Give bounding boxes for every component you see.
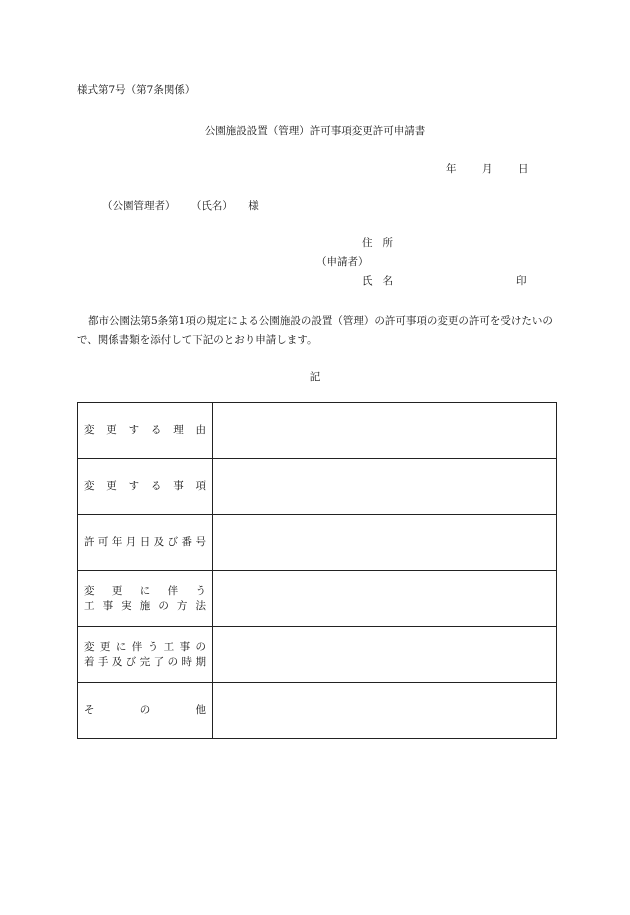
row-label bbox=[78, 403, 213, 459]
applicant-label: （申請者） bbox=[316, 256, 369, 268]
row-label-line: 許可年月日及び番号 bbox=[84, 536, 206, 548]
row-label bbox=[78, 571, 213, 627]
park-manager-label: （公園管理者） bbox=[102, 200, 176, 212]
table-row bbox=[78, 571, 557, 627]
addressee-line bbox=[102, 199, 271, 213]
document-title: 公園施設設置（管理）許可事項変更許可申請書 bbox=[204, 125, 426, 137]
ki-heading: 記 bbox=[309, 371, 321, 383]
row-label bbox=[78, 627, 213, 683]
table-row bbox=[78, 627, 557, 683]
row-label-line: 変更に伴う工事の bbox=[84, 640, 206, 653]
row-label-line: 着手及び完了の時期 bbox=[84, 655, 206, 668]
row-label-line: その他 bbox=[84, 704, 206, 716]
form-number: 様式第7号（第7条関係） bbox=[77, 84, 196, 96]
row-label-line: 変更に伴う bbox=[84, 584, 206, 597]
date-day-label: 日 bbox=[518, 163, 529, 175]
table-row bbox=[78, 459, 557, 515]
table-row bbox=[78, 515, 557, 571]
addressee-name-label: （氏名） bbox=[190, 200, 233, 212]
application-body-text: 都市公園法第5条第1項の規定による公園施設の設置（管理）の許可事項の変更の許可を受けたいので、関係書類を添付して下記のとおり申請します。 bbox=[77, 315, 553, 346]
table-row bbox=[78, 683, 557, 739]
row-label bbox=[78, 515, 213, 571]
row-value-field[interactable] bbox=[213, 627, 557, 683]
seal-mark: 印 bbox=[516, 275, 527, 287]
row-value-field[interactable] bbox=[213, 683, 557, 739]
row-label bbox=[78, 459, 213, 515]
date-month-label: 月 bbox=[482, 163, 493, 175]
row-label bbox=[78, 683, 213, 739]
applicant-name-label: 氏名 bbox=[362, 275, 403, 287]
row-value-field[interactable] bbox=[213, 403, 557, 459]
application-items-table bbox=[77, 402, 557, 739]
row-value-field[interactable] bbox=[213, 515, 557, 571]
honorific-label: 様 bbox=[248, 200, 259, 212]
row-label-line: 変更する事項 bbox=[84, 480, 206, 492]
row-value-field[interactable] bbox=[213, 459, 557, 515]
date-year-label: 年 bbox=[446, 163, 457, 175]
table-row bbox=[78, 403, 557, 459]
row-value-field[interactable] bbox=[213, 571, 557, 627]
address-label: 住所 bbox=[362, 237, 403, 249]
row-label-line: 変更する理由 bbox=[84, 424, 206, 436]
row-label-line: 工事実施の方法 bbox=[84, 599, 206, 612]
